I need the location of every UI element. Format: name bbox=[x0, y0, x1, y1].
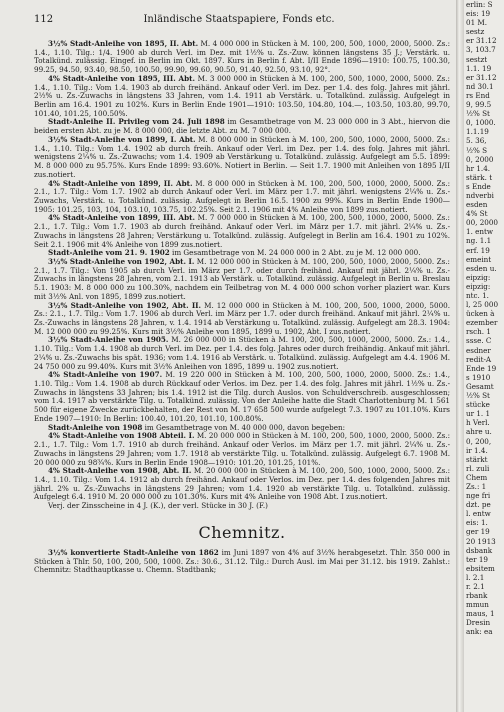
section-heading-city: Chemnitz. bbox=[198, 522, 286, 542]
next-page-line: ezember bbox=[466, 318, 498, 328]
entry-heading: 4% Stadt-Anleihe von 1908, Abt. II. bbox=[48, 466, 192, 476]
next-page-line: 01 M. bbox=[466, 18, 488, 28]
next-page-line: Ende 19 bbox=[466, 363, 497, 373]
entry-heading: 4% Stadt-Anleihe von 1899, II. Abt. bbox=[48, 178, 193, 188]
entry-text: M. 12 000 000 in Stücken à M. 100, 200, 500, 1000, 2000, 5000. Zs.: 2.1., 1.7. Tilg.: Vom 1.7. 1906 ab durch Verl. im März per 1.7. oder durch freihänd. Ankauf mit jährl. 2¼% u. Zs.-Zuwachs in längstens 28 Jahren, v. 1.4. 1914 ab Verstärkung u. Totalkünd. zulässig. Aufgelegt am 28.3. 1904: M. 12 000 000 zu 99.25%. Kurs mit 3½% Anleihe von 1895, 1899 u. 1902, Abt. I zus.notiert. bbox=[34, 300, 451, 336]
entry-text: im Gesamtbetrage von M. 23 000 000 in 3 Abt., hiervon die beiden ersten Abt. zu je M. 8 000 000, die letzte Abt. zu M. 7 000 000. bbox=[34, 117, 450, 136]
entry-text: M. 26 000 000 in Stücken à M. 100, 200, 500, 1000, 2000, 5000. Zs.: 1.4., 1.10. Tilg.: Vom 1.4. 1908 ab durch Verl. im Dez. per 1.4. des folg. Jahres oder durch freihändig. Ankauf mit jährl. 2¼% u. Zs.-Zuwachs bis spät. 1936; vom 1.4. 1916 ab Verstärk. u. Totalkünd. zulässig. Aufgelegt am 4.4. 1906 M. 24 750 000 zu 99.40%. Kurs mit 3½% Anleihen von 1895, 1899 u. 1902 zus.notiert. bbox=[34, 335, 450, 371]
entry-paragraph bbox=[34, 432, 450, 467]
next-page-line: 00, 2000 bbox=[466, 218, 499, 228]
next-page-line: 1. entw bbox=[466, 227, 494, 237]
next-page-line: ntc. 1. bbox=[466, 291, 489, 300]
next-page-line: rsch. 1 bbox=[466, 327, 491, 337]
entry-paragraph bbox=[34, 118, 450, 135]
next-page-line: ½% S bbox=[466, 145, 488, 155]
next-page-fragment bbox=[464, 0, 504, 712]
next-page-line: stücke bbox=[466, 400, 490, 410]
entry-heading: 3½% Stadt-Anleihe von 1905. bbox=[48, 335, 169, 345]
next-page-line: Chem bbox=[466, 472, 488, 482]
next-page-line: ahre u. bbox=[466, 427, 492, 437]
next-page-line: 1.1. 19 bbox=[466, 63, 492, 73]
next-page-line: sestzt bbox=[466, 54, 488, 64]
next-page-line: esdner bbox=[466, 345, 491, 355]
next-page-line: sestz bbox=[466, 27, 485, 37]
next-page-line: eis: 19 bbox=[466, 9, 491, 19]
next-page-line: rbank bbox=[466, 591, 488, 601]
next-page-line: er 31.12 bbox=[466, 36, 497, 46]
entry-heading: 3½% Stadt-Anleihe von 1902, Abt. I. bbox=[48, 256, 195, 266]
page-number: 112 bbox=[34, 14, 54, 25]
next-page-line: 4% St bbox=[466, 209, 488, 219]
next-page-line: ücken à bbox=[466, 309, 495, 319]
entry-paragraph bbox=[34, 180, 450, 215]
next-page-line: s 1910 bbox=[466, 372, 491, 382]
next-page-line: Gesamt bbox=[466, 381, 494, 391]
entry-text: M. 8 000 000 in Stücken à M. 100, 200, 500, 1000, 2000, 5000. Zs.: 1.4., 1.10. Tilg.: Vom 1.4. 1902 ab durch freih. Ankauf oder Verl. im Dez. per 1.4. des folg. Jahres mit jährl. wenigstens 2¼% u. Zs.-Zuwachs; vom 1.4. 1909 ab Verstärkung u. Totalkünd. zulässig. Aufgelegt am 5.5. 1899: M. 8 000 000 zu 95.75%. Kurs Ende 1899: 93.60%. Notiert in Berlin. — Seit 1.7. 1900 mit Anleihen von 1895 I/II zus.notiert. bbox=[34, 134, 450, 179]
next-page-line: r. 2.1 bbox=[466, 582, 485, 591]
next-page-line: esden bbox=[466, 200, 488, 210]
section-entry-list bbox=[34, 549, 450, 575]
entry-paragraph bbox=[34, 136, 450, 180]
next-page-line: hr 1.4. bbox=[466, 163, 491, 173]
next-page-line: mmun bbox=[466, 600, 489, 610]
entry-paragraph bbox=[34, 214, 450, 249]
next-page-line: ½% St bbox=[466, 109, 490, 119]
next-page-line: l. 2.1 bbox=[466, 572, 485, 582]
next-page-line: s Ende bbox=[466, 181, 491, 191]
next-page-line: erf. 19 bbox=[466, 245, 490, 255]
next-page-line: 5. 36, bbox=[466, 136, 487, 146]
next-page-line: ur 1. 1 bbox=[466, 409, 491, 419]
entry-text: im Juni 1897 von 4% auf 3½% herabgesetzt. Thlr. 350 000 in Stücken à Thlr. 50, 100, 200, 500, 1000. Zs.: 30.6., 31.12. Tilg.: Durch Ausl. im Mai per 31.12. bis 1919. Zahlst.: Chemnitz: Stadthauptkasse u. Chemn. Stadtbank; bbox=[34, 547, 450, 575]
next-page-line: ndverbi bbox=[466, 190, 494, 200]
next-page-line: redit-A bbox=[466, 354, 492, 364]
next-page-line: eipzig: bbox=[466, 281, 491, 291]
next-page-line: 3, 103.7 bbox=[466, 45, 496, 55]
entry-heading: 4% Stadt-Anleihe von 1895, III. Abt. bbox=[48, 73, 195, 83]
next-page-line: esden u. bbox=[466, 263, 497, 273]
entry-text: M. 8 000 000 in Stücken à M. 100, 200, 500, 1000, 2000, 5000. Zs.: 2.1., 1.7. Tilg.: Vom 1.7. 1902 ab durch Ankauf oder Verl. im März per 1.7. mit jährl. wenigstens 2¼% u. Zs.-Zuwachs, Verstärk. u. Totalkünd. zulässig. Aufgelegt in Berlin 16.5. 1900 zu 99%. Kurs in Berlin Ende 1900—1905: 101.25, 103, 104, 103.10, 103.75, 102.25%. Seit 2.1. 1906 mit 4% Anleihe von 1899 zus.notiert. bbox=[34, 178, 450, 214]
entry-paragraph bbox=[34, 302, 450, 337]
next-page-line: l. entw bbox=[466, 509, 491, 519]
entry-paragraph bbox=[34, 371, 450, 423]
next-page-line: dzt. pe bbox=[466, 500, 491, 510]
next-page-line: Dresin bbox=[466, 618, 491, 628]
next-page-line: rs End bbox=[466, 90, 490, 100]
entry-heading: Stadt-Anleihe II. Privileg vom 24. Juli 1898 bbox=[48, 117, 225, 127]
entry-heading: 3½% Stadt-Anleihe von 1902, Abt. II. bbox=[48, 300, 202, 310]
entry-text: M. 20 000 000 in Stücken à M. 100, 200, 500, 1000, 2000, 5000. Zs.: 1.4., 1.10. Tilg.: Vom 1.4. 1912 ab durch freihänd. Ankauf oder Verlos. im Dez. per 1.4. des folgenden Jahres mit jährl. 2% u. Zs.-Zuwachs in längstens 29 Jahren; vom 1.4. 1920 ab verstärkte Tilg. u. Totalkünd. zulässig. Aufgelegt 6.4. 1910 M. 20 000 000 zu 101.30%. Kurs mit 4% Anleihe von 1908 Abt. I zus.notiert. bbox=[34, 466, 450, 502]
next-page-line: stärk. t bbox=[466, 172, 493, 182]
entry-text: M. 3 000 000 in Stücken à M. 100, 200, 500, 1000, 2000, 5000. Zs.: 1.4., 1.10. Tilg.: Vom 1.4. 1903 ab durch freihänd. Ankauf oder Verl. im Dez. per 1.4. des folg. Jahres mit jährl. 2½% u. Zs.-Zuwachs in längstens 33 Jahren, vom 1.4. 1911 ab Verstärk. u. Totalkünd. zulässig. Aufgelegt in Berlin am 16.4. 1901 zu 102%. Kurs in Berlin Ende 1901—1910: 103.50, 104.80, 104.—, 103.50, 103.80, 99.70, 101.40, 101.25, 100.50%. bbox=[34, 73, 450, 118]
next-page-line: 1.1.19 bbox=[466, 127, 489, 137]
entry-paragraph bbox=[34, 549, 450, 575]
next-page-line: 9, 99.5 bbox=[466, 100, 492, 110]
next-page-line: nd 30.1 bbox=[466, 81, 494, 91]
entry-paragraph bbox=[34, 75, 450, 119]
next-page-line: h Verl. bbox=[466, 418, 490, 428]
running-title: Inländische Staatspapiere, Fonds etc. bbox=[143, 14, 335, 25]
next-page-line: nge fri bbox=[466, 491, 491, 501]
next-page-line: emeint bbox=[466, 254, 492, 264]
next-page-line: 0, 1000. bbox=[466, 118, 496, 128]
entry-paragraph bbox=[34, 336, 450, 371]
entry-heading: 3½% Stadt-Anleihe von 1895, II. Abt. bbox=[48, 39, 199, 48]
entry-text: M. 12 000 000 in Stücken à M. 100, 200, 500, 1000, 2000, 5000. Zs.: 2.1., 1.7. Tilg.: Von 1905 ab durch Verl. im März per 1.7. oder durch freihänd. Ankauf mit jährl. 2¼% u. Zs.-Zuwachs in längstens 28 Jahren, vom 2.1. 1913 ab Verstärk. u. Totalkünd. zulässig. Aufgelegt in Berlin u. Breslau 5.1. 1903: M. 8 000 000 zu 100.30%, nachdem ein Teilbetrag von M. 4 000 000 schon vorher plaziert war. Kurs mit 3½% Anl. von 1895, 1899 zus.notiert. bbox=[34, 256, 450, 301]
next-page-line: ger 19 bbox=[466, 527, 490, 537]
entry-heading: Stadt-Anleihe von 1908 bbox=[48, 422, 143, 432]
page-body bbox=[34, 40, 450, 575]
book-gutter bbox=[456, 0, 464, 712]
next-page-line: rl. zuli bbox=[466, 463, 490, 473]
next-page-line: maus, 1 bbox=[466, 609, 495, 619]
next-page-line: ter 19 bbox=[466, 554, 489, 564]
entry-text: Verj. der Zinsscheine in 4 J. (K.), der verl. Stücke in 30 J. (F.) bbox=[48, 501, 268, 511]
next-page-line: erlin: S bbox=[466, 0, 493, 9]
entry-heading: 4% Stadt-Anleihe von 1907. bbox=[48, 370, 163, 380]
entry-paragraph bbox=[34, 258, 450, 302]
next-page-line: stärkt bbox=[466, 454, 488, 464]
next-page-line: eis: 1. bbox=[466, 518, 488, 528]
entry-heading: 3½% konvertierte Stadt-Anleihe von 1862 bbox=[48, 547, 219, 557]
page-header bbox=[34, 14, 444, 26]
next-page-line: er 31.12 bbox=[466, 72, 497, 82]
entry-text: im Gesamtbetrage von M. 24 000 000 in 2 Abt. zu je M. 12 000 000. bbox=[169, 248, 421, 258]
next-page-line: ir 1.4. bbox=[466, 445, 488, 455]
entry-list bbox=[34, 40, 450, 511]
entry-paragraph bbox=[34, 502, 450, 511]
next-page-line: 0, 2000 bbox=[466, 154, 494, 164]
entry-text: M. 19 220 000 in Stücken à M. 100, 200, 500, 1000, 2000, 5000. Zs.: 1.4., 1.10. Tilg.: Vom 1.4. 1908 ab durch Rückkauf oder Verlos. im Dez. per 1.4. des folg. Jahres mit jährl. 1½% u. Zs.-Zuwachs in längstens 33 Jahren; bis 1.4. 1912 ist die Tilg. durch Auslos. von Schuldverschreib. ausgeschlossen; vom 1.4. 1917 ab verstärkte Tilg. u. Totalkünd. zulässig. Von der Anleihe hatte die Stadt Charlottenburg M. 1 561 500 für eigene Zwecke zurückbehalten, der Rest von M. 17 658 500 wurde aufgelegt 7.3. 1907 zu 101.10%. Kurs Ende 1907—1910: In Berlin: 100.40, 101.20, 101.10, 100.80%. bbox=[34, 370, 450, 423]
next-page-line: ank: ea bbox=[466, 627, 493, 637]
next-page-line: 0, 200, bbox=[466, 436, 492, 446]
next-page-line: 20 1913 bbox=[466, 536, 496, 546]
entry-heading: 4% Stadt-Anleihe von 1908 Abteil. I. bbox=[48, 431, 195, 441]
next-page-line: ssse. C bbox=[466, 336, 492, 346]
entry-heading: 4% Stadt-Anleihe von 1899, III. Abt. bbox=[48, 213, 195, 223]
next-page-line: l, 25 000 bbox=[466, 300, 499, 310]
next-page-line: ebsitem bbox=[466, 563, 495, 573]
entry-text: M. 4 000 000 in Stücken à M. 100, 200, 500, 1000, 2000, 5000. Zs.: 1.4., 1.10. Tilg.: 1/4. 1900 ab durch Verl. im Dez. mit 1½% u. Zs.-Zuw. können längstens 35 J.; Verstärk. u. Totalkünd. zulässig. Eingef. in Berlin im Okt. 1897. Kurs in Berlin f. Abt. I/II Ende 1896—1910: 100.75, 100.30, 99.25, 94.50, 93.40, 98.50, 100.50, 99.90, 99.60, 90.50, 91.40, 92.50, 93.10, 92°. bbox=[34, 39, 450, 75]
next-page-line: Zs.: 1 bbox=[466, 481, 487, 491]
entry-text: M. 20 000 000 in Stücken à M. 100, 200, 500, 1000, 2000, 5000. Zs.: 2.1., 1.7. Tilg.: Vom 1.7. 1910 ab durch freihänd. Ankauf oder Verlos. im März per 1.7. mit jährl. 2¼% u. Zs.-Zuwachs in längstens 29 Jahren; vom 1.7. 1918 ab verstärkte Tilg. u. Totalkünd. zulässig. Aufgelegt 6.7. 1908 M. 20 000 000 zu 98¾%. Kurs in Berlin Ende 1908—1910: 101.20, 101.25, 101%. bbox=[34, 431, 450, 467]
entry-text: M. 7 000 000 in Stücken à M. 100, 200, 500, 1000, 2000, 5000. Zs.: 2.1., 1.7. Tilg.: Vom 1.7. 1903 ab durch freihänd. Ankauf oder Verl. im März per 1.7. mit jährl. 2¼% u. Zs.-Zuwachs in längstens 28 Jahren; Verstärkung u. Totalkünd. zulässig. Aufgelegt in Berlin am 16.4. 1901 zu 102%. Seit 2.1. 1906 mit 4% Anleihe von 1899 zus.notiert. bbox=[34, 213, 450, 249]
next-page-line: dsbank bbox=[466, 545, 493, 555]
entry-heading: Stadt-Anleihe vom 21. 9. 1902 bbox=[48, 248, 170, 258]
next-page-line: eipzig: bbox=[466, 272, 491, 282]
entry-heading: 3½% Stadt-Anleihe von 1899, I. Abt. bbox=[48, 134, 196, 144]
next-page-line: ng. 1.1 bbox=[466, 236, 492, 246]
entry-paragraph bbox=[34, 467, 450, 502]
entry-text: im Gesamtbetrage von M. 40 000 000, davon begeben: bbox=[142, 422, 346, 432]
next-page-line: ½% St bbox=[466, 391, 490, 401]
entry-paragraph bbox=[34, 40, 450, 75]
